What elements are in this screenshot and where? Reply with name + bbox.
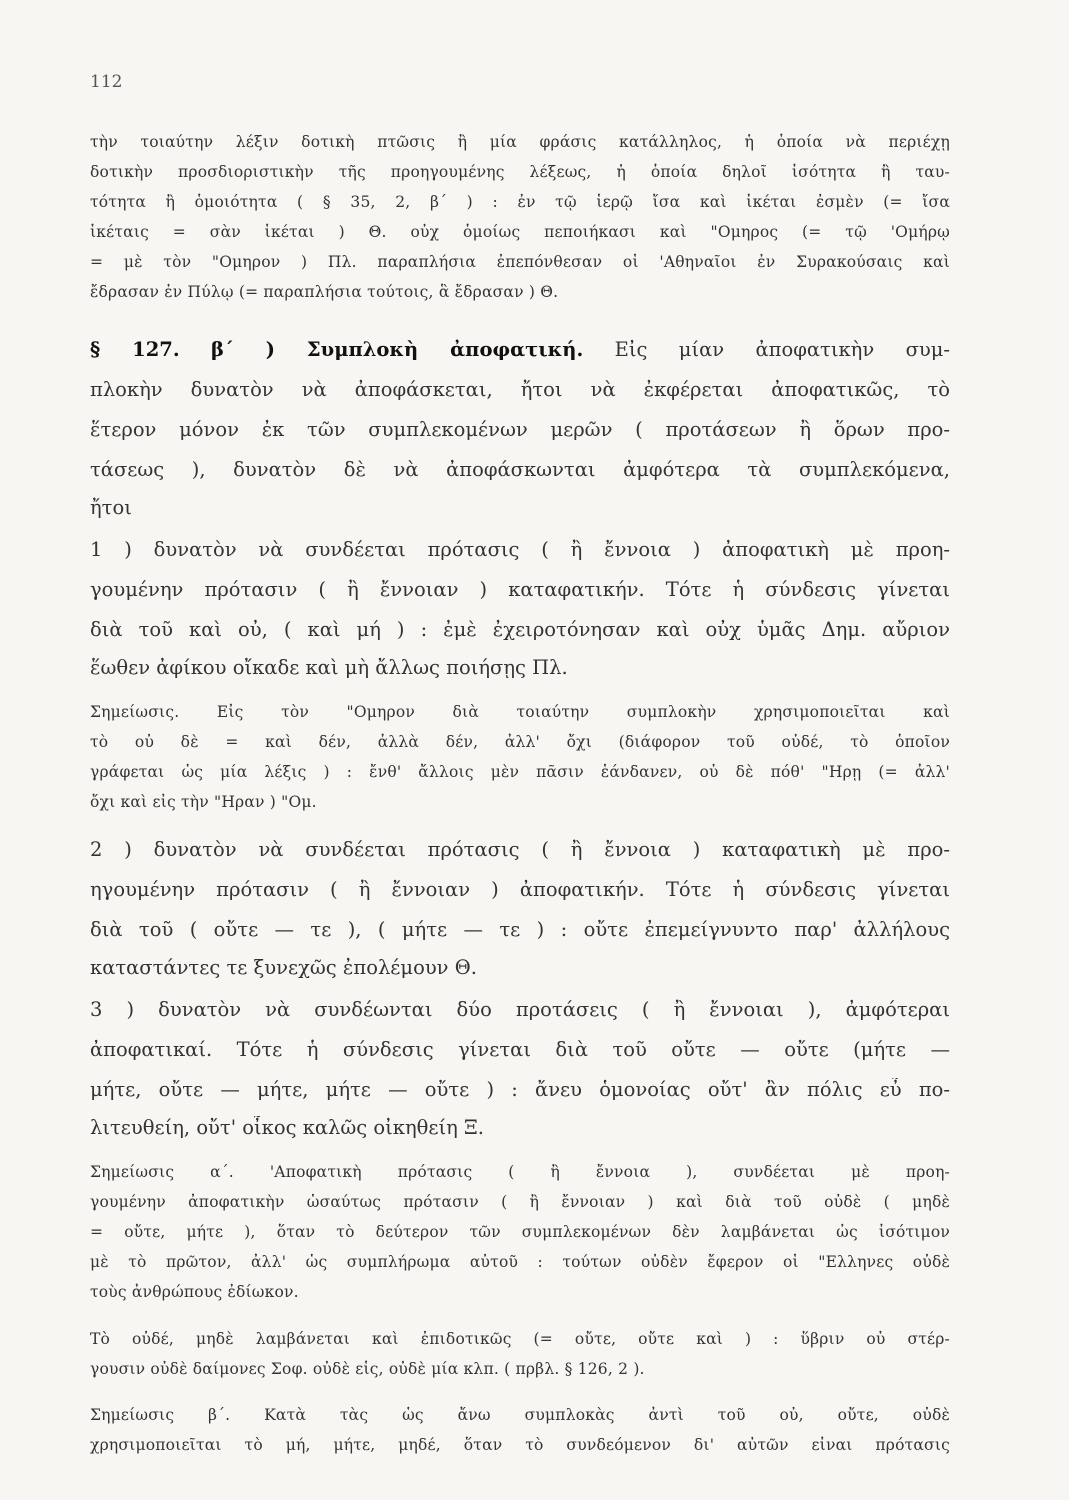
list-item-line: λιτευθείη, οὔτ' οἶκος καλῶς οἰκηθείη Ξ.: [90, 1116, 484, 1139]
list-item-line: 2 ) δυνατὸν νὰ συνδέεται πρότασις ( ἢ ἔννοια ) καταφατικὴ μὲ προ-: [90, 838, 950, 861]
note-line: τοὺς ἀνθρώπους ἐδίωκον.: [90, 1283, 299, 1301]
text-line: τάσεως ), δυνατὸν δὲ νὰ ἀποφάσκωνται ἀμφότερα τὰ συμπλεκόμενα,: [90, 458, 950, 481]
note-line: Σημείωσις α΄. 'Αποφατικὴ πρότασις ( ἢ ἔννοια ), συνδέεται μὲ προη-: [90, 1163, 950, 1181]
text-line: τότητα ἢ ὁμοιότητα ( § 35, 2, β΄ ) : ἐν τῷ ἱερῷ ἴσα καὶ ἱκέται ἐσμὲν (= ἴσα: [90, 193, 950, 211]
note-line: ὄχι καὶ εἰς τὴν "Ηραν ) "Ομ.: [90, 793, 317, 811]
text-line: Τὸ οὐδέ, μηδὲ λαμβάνεται καὶ ἐπιδοτικῶς (= οὔτε, οὔτε καὶ ) : ὕβριν οὐ στέρ-: [90, 1330, 950, 1348]
text-line: = μὲ τὸν "Ομηρον ) Πλ. παραπλήσια ἐπεπόνθεσαν οἱ 'Αθηναῖοι ἐν Συρακούσαις καὶ: [90, 253, 950, 271]
list-item-line: καταστάντες τε ξυνεχῶς ἐπολέμουν Θ.: [90, 956, 477, 979]
section-heading-line: [90, 338, 950, 361]
list-item-line: ἕωθεν ἀφίκου οἴκαδε καὶ μὴ ἄλλως ποιήσῃς Πλ.: [90, 656, 568, 679]
list-item-line: διὰ τοῦ ( οὔτε — τε ), ( μήτε — τε ) : οὔτε ἐπεμείγνυντο παρ' ἀλλήλους: [90, 918, 950, 941]
list-item-line: ηγουμένην πρότασιν ( ἢ ἔννοιαν ) ἀποφατικήν. Τότε ἡ σύνδεσις γίνεται: [90, 878, 950, 901]
text-line: πλοκὴν δυνατὸν νὰ ἀποφάσκεται, ἤτοι νὰ ἐκφέρεται ἀποφατικῶς, τὸ: [90, 378, 950, 401]
note-line: χρησιμοποιεῖται τὸ μή, μήτε, μηδέ, ὅταν τὸ συνδεόμενον δι' αὐτῶν εἶναι πρότασις: [90, 1436, 950, 1454]
list-item-line: 1 ) δυνατὸν νὰ συνδέεται πρότασις ( ἢ ἔννοια ) ἀποφατικὴ μὲ προη-: [90, 538, 950, 561]
note-line: = οὔτε, μήτε ), ὅταν τὸ δεύτερον τῶν συμπλεκομένων δὲν λαμβάνεται ὡς ἰσότιμον: [90, 1223, 950, 1241]
text-line: δοτικὴν προσδιοριστικὴν τῆς προηγουμένης λέξεως, ἡ ὁποία δηλοῖ ἰσότητα ἢ ταυ-: [90, 163, 950, 181]
section-number: § 127.: [90, 338, 180, 361]
note-line: μὲ τὸ πρῶτον, ἀλλ' ὡς συμπλήρωμα αὐτοῦ : τούτων οὐδὲν ἔφερον οἱ "Ελληνες οὐδὲ: [90, 1253, 950, 1271]
text-line: ἕτερον μόνον ἐκ τῶν συμπλεκομένων μερῶν ( προτάσεων ἢ ὅρων προ-: [90, 418, 950, 441]
note-line: γουμένην ἀποφατικὴν ὡσαύτως πρότασιν ( ἢ ἔννοιαν ) καὶ διὰ τοῦ οὐδὲ ( μηδὲ: [90, 1193, 950, 1211]
text-line: ἔδρασαν ἐν Πύλῳ (= παραπλήσια τούτοις, ἃ ἔδρασαν ) Θ.: [90, 283, 559, 301]
text-line: τὴν τοιαύτην λέξιν δοτικὴ πτῶσις ἢ μία φράσις κατάλληλος, ἡ ὁποία νὰ περιέχῃ: [90, 133, 950, 151]
text-line: γουσιν οὐδὲ δαίμονες Σοφ. οὐδὲ εἷς, οὐδὲ μία κλπ. ( πρβλ. § 126, 2 ).: [90, 1360, 645, 1378]
list-item-line: διὰ τοῦ καὶ οὐ, ( καὶ μή ) : ἐμὲ ἐχειροτόνησαν καὶ οὐχ ὑμᾶς Δημ. αὔριον: [90, 618, 950, 641]
page-number: 112: [90, 72, 123, 92]
text-line: ἱκέταις = σὰν ἱκέται ) Θ. οὐχ ὁμοίως πεποιήκασι καὶ "Ομηρος (= τῷ 'Ομήρῳ: [90, 223, 950, 241]
list-item-line: ἀποφατικαί. Τότε ἡ σύνδεσις γίνεται διὰ τοῦ οὔτε — οὔτε (μήτε —: [90, 1038, 950, 1061]
text-fragment: Εἰς μίαν ἀποφατικὴν συμ-: [614, 338, 950, 361]
note-line: Σημείωσις β΄. Κατὰ τὰς ὡς ἄνω συμπλοκὰς ἀντὶ τοῦ οὐ, οὔτε, οὐδὲ: [90, 1406, 950, 1424]
list-item-line: 3 ) δυνατὸν νὰ συνδέωνται δύο προτάσεις ( ἢ ἔννοιαι ), ἀμφότεραι: [90, 998, 950, 1021]
note-line: Σημείωσις. Εἰς τὸν "Ομηρον διὰ τοιαύτην συμπλοκὴν χρησιμοποιεῖται καὶ: [90, 703, 950, 721]
list-item-line: γουμένην πρότασιν ( ἢ ἔννοιαν ) καταφατικήν. Τότε ἡ σύνδεσις γίνεται: [90, 578, 950, 601]
section-title: β΄ ) Συμπλοκὴ ἀποφατική.: [211, 338, 584, 361]
note-line: γράφεται ὡς μία λέξις ) : ἔνθ' ἄλλοις μὲν πᾶσιν ἑάνδανεν, οὐ δὲ πόθ' "Ηρῃ (= ἀλλ': [90, 763, 950, 781]
note-line: τὸ οὐ δὲ = καὶ δέν, ἀλλὰ δέν, ἀλλ' ὄχι (διάφορον τοῦ οὐδέ, τὸ ὁποῖον: [90, 733, 950, 751]
text-line: ἤτοι: [90, 496, 132, 519]
list-item-line: μήτε, οὔτε — μήτε, μήτε — οὔτε ) : ἄνευ ὁμονοίας οὔτ' ἂν πόλις εὖ πο-: [90, 1078, 950, 1101]
